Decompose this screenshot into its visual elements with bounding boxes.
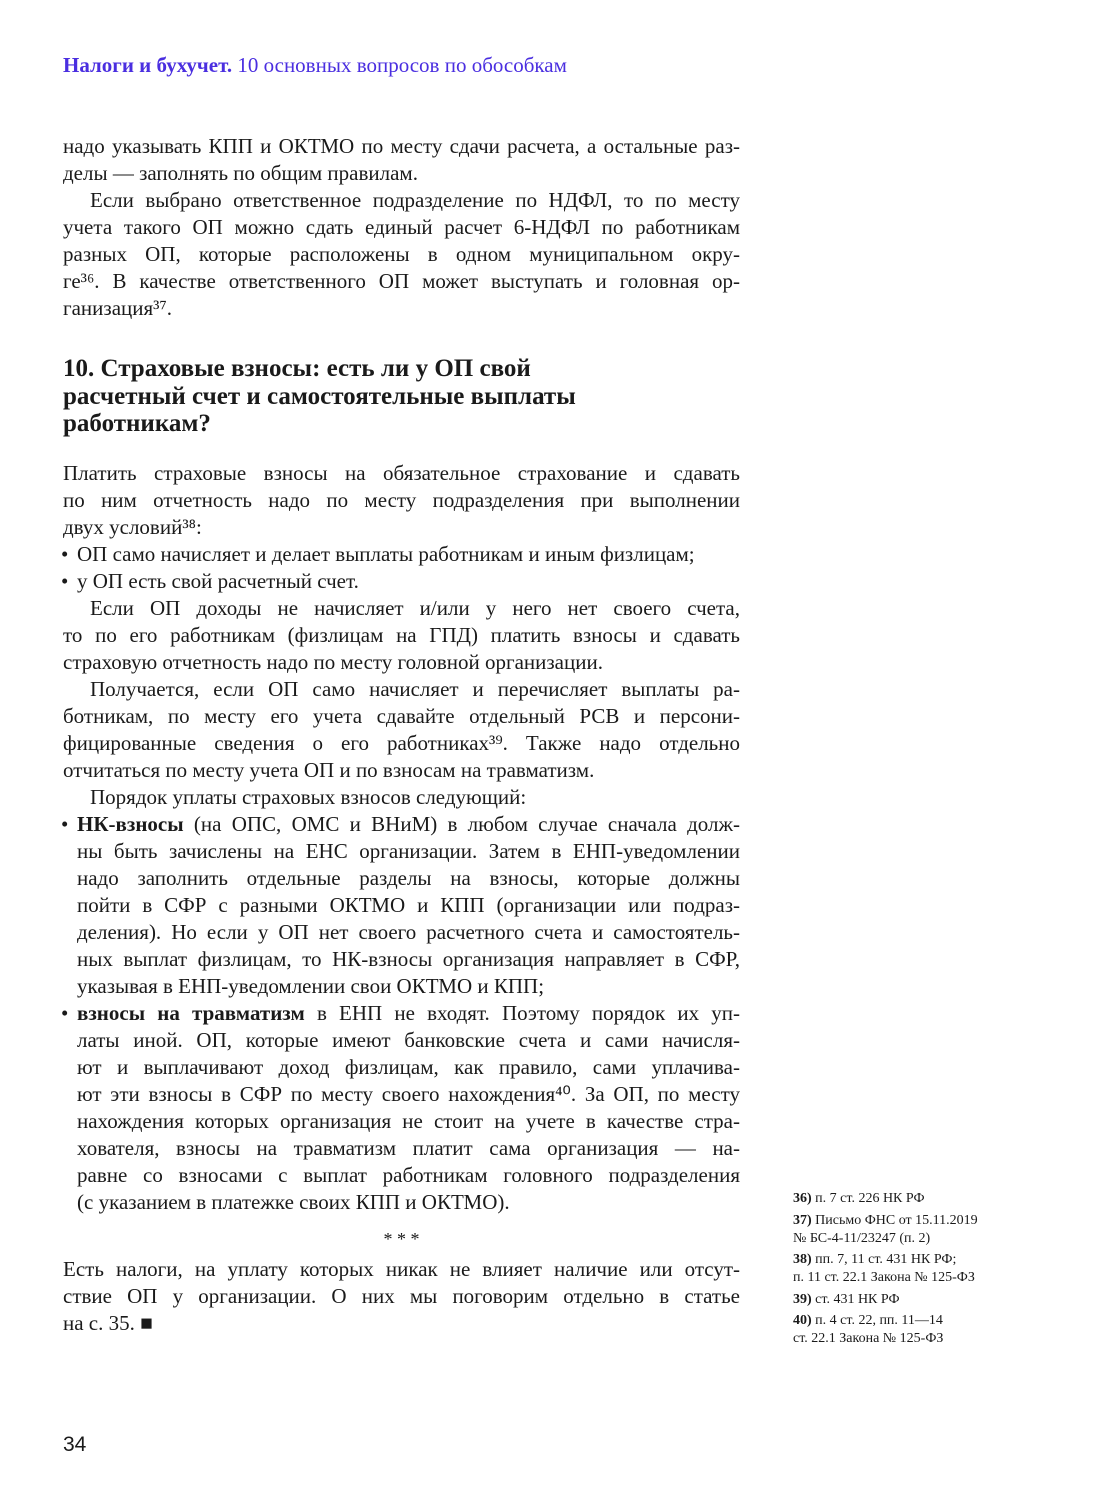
line-text: хователя, взносы на травматизм платит сама организация — на- [77, 1135, 740, 1160]
header-section: Налоги и бухучет. [63, 53, 233, 77]
footnote-text: Письмо ФНС от 15.11.2019 [815, 1212, 978, 1228]
paragraph [63, 676, 740, 784]
text-line [63, 1256, 740, 1283]
text-line [63, 355, 740, 383]
text-line [63, 676, 740, 703]
line-text: (на ОПС, ОМС и ВНиМ) в любом случае сначала долж- [183, 811, 740, 836]
bullet-icon: • [61, 541, 69, 566]
text-line [77, 892, 740, 919]
line-text: нахождения которых организация не стоит на учете в качестве стра- [77, 1108, 740, 1133]
text-line [63, 268, 740, 295]
bullet-item [63, 541, 740, 568]
footnote-text: ст. 431 НК РФ [815, 1291, 900, 1307]
text-line [63, 160, 740, 187]
page-number: 34 [63, 1433, 87, 1456]
text-line [63, 595, 740, 622]
text-line [63, 1310, 740, 1337]
footnote-line [793, 1230, 1023, 1248]
text-line [77, 919, 740, 946]
line-text: ют и выплачивают доход физлицам, как правило, сами уплачива- [77, 1054, 740, 1079]
footnote-line [793, 1212, 1023, 1230]
line-text: деления). Но если у ОП нет своего расчетного счета и самостоятель- [77, 919, 740, 944]
line-text: надо заполнить отдельные разделы на взносы, которые должны [77, 865, 740, 890]
line-text: ге³⁶. В качестве ответственного ОП может выступать и головная ор- [63, 269, 740, 293]
text-line [77, 946, 740, 973]
line-text: Есть налоги, на уплату которых никак не влияет наличие или отсут- [63, 1256, 740, 1281]
text-line [77, 811, 740, 838]
line-text: Платить страховые взносы на обязательное страхование и сдавать [63, 460, 740, 485]
text-line [63, 487, 740, 514]
bullet-item [63, 568, 740, 595]
line-text: ганизация³⁷. [63, 296, 173, 320]
footnote-number: 37) [793, 1212, 812, 1228]
footnote-text: п. 4 ст. 22, пп. 11—14 [815, 1313, 943, 1328]
line-text: ствие ОП у организации. О них мы поговорим отдельно в статье [63, 1283, 740, 1308]
footnote [793, 1190, 1023, 1208]
line-text: ны быть зачислены на ЕНС организации. Затем в ЕНП-уведомлении [77, 838, 740, 863]
bullet-item [63, 811, 740, 1000]
line-text: то по его работникам (физлицам на ГПД) платить взносы и сдавать [63, 622, 740, 647]
line-text: латы иной. ОП, которые имеют банковские счета и сами начисля- [77, 1027, 740, 1052]
line-text: страховую отчетность надо по месту головной организации. [63, 649, 603, 674]
bold-term: НК-взносы [77, 811, 184, 836]
text-line [63, 133, 740, 160]
footnote-text: пп. 7, 11 ст. 431 НК РФ; [815, 1252, 957, 1267]
line-text: Если выбрано ответственное подразделение по НДФЛ, то по месту [90, 188, 740, 212]
footnote-line [793, 1312, 1023, 1330]
text-line [77, 568, 740, 595]
line-text: делы — заполнять по общим правилам. [63, 161, 418, 185]
paragraph [63, 595, 740, 676]
text-line [63, 1283, 740, 1310]
paragraph [63, 133, 740, 187]
footnote [793, 1312, 1023, 1348]
footnote-text: ст. 22.1 Закона № 125-ФЗ [793, 1331, 944, 1346]
text-line [77, 838, 740, 865]
line-text: отчитаться по месту учета ОП и по взносам на травматизм. [63, 757, 595, 782]
paragraph [63, 1256, 740, 1337]
line-text: ных выплат физлицам, то НК-взносы организация направляет в СФР, [77, 946, 740, 971]
line-text: * * * [383, 1228, 420, 1249]
line-text: у ОП есть свой расчетный счет. [77, 568, 359, 593]
paragraph [63, 460, 740, 541]
text-line [63, 187, 740, 214]
text-line [63, 784, 740, 811]
text-line [77, 541, 740, 568]
text-line [63, 622, 740, 649]
line-text: 10. Страховые взносы: есть ли у ОП свой [63, 355, 531, 382]
running-header [63, 53, 567, 78]
text-line [63, 214, 740, 241]
bullet-icon: • [61, 1000, 69, 1025]
text-line [63, 757, 740, 784]
footnotes [793, 1190, 1023, 1352]
line-text: ОП само начисляет и делает выплаты работникам и иным физлицам; [77, 541, 695, 566]
text-line [77, 1000, 740, 1027]
footnote-line [793, 1330, 1023, 1348]
text-line [63, 383, 740, 411]
footnote [793, 1251, 1023, 1287]
text-line [63, 460, 740, 487]
text-line [77, 1162, 740, 1189]
line-text: на с. 35. ■ [63, 1310, 153, 1335]
text-line [77, 1135, 740, 1162]
footnote-text: № БС-4-11/23247 (п. 2) [793, 1230, 931, 1246]
text-line [63, 1226, 740, 1253]
text-line [63, 514, 740, 541]
line-text: Получается, если ОП само начисляет и перечисляет выплаты ра- [90, 676, 740, 701]
line-text: Порядок уплаты страховых взносов следующий: [90, 784, 527, 809]
header-title: 10 основных вопросов по обособкам [237, 53, 567, 77]
text-line [63, 649, 740, 676]
paragraph [63, 187, 740, 322]
footnote-line [793, 1291, 1023, 1309]
text-line [77, 1108, 740, 1135]
paragraph [63, 784, 740, 811]
bold-term: взносы на травматизм [77, 1000, 305, 1025]
line-text: (с указанием в платежке своих КПП и ОКТМО). [77, 1189, 510, 1214]
text-line [77, 1054, 740, 1081]
section-divider [63, 1226, 740, 1253]
line-text: в ЕНП не входят. Поэтому порядок их уп- [304, 1000, 740, 1025]
bullet-item [63, 1000, 740, 1216]
footnote-number: 38) [793, 1252, 812, 1267]
text-line [63, 410, 740, 438]
line-text: указывая в ЕНП-уведомлении свои ОКТМО и КПП; [77, 973, 545, 998]
footnote [793, 1291, 1023, 1309]
footnote-number: 40) [793, 1313, 812, 1328]
bullet-icon: • [61, 811, 69, 836]
line-text: пойти в СФР с разными ОКТМО и КПП (организации или подраз- [77, 892, 740, 917]
line-text: по ним отчетность надо по месту подразделения при выполнении [63, 487, 740, 512]
line-text: Если ОП доходы не начисляет и/или у него нет своего счета, [90, 595, 740, 620]
footnote [793, 1212, 1023, 1248]
text-line [77, 1189, 740, 1216]
footnote-text: п. 11 ст. 22.1 Закона № 125-ФЗ [793, 1270, 975, 1285]
section-heading [63, 355, 740, 438]
text-line [63, 295, 740, 322]
line-text: ботникам, по месту его учета сдавайте отдельный РСВ и персони- [63, 703, 740, 728]
text-line [63, 703, 740, 730]
footnote-number: 36) [793, 1191, 812, 1206]
text-line [77, 973, 740, 1000]
text-line [77, 865, 740, 892]
footnote-line [793, 1251, 1023, 1269]
text-line [77, 1027, 740, 1054]
line-text: равне со взносами с выплат работникам головного подразделения [77, 1162, 740, 1187]
line-text: разных ОП, которые расположены в одном муниципальном окру- [63, 242, 740, 266]
footnote-number: 39) [793, 1291, 812, 1307]
text-line [63, 241, 740, 268]
footnote-text: п. 7 ст. 226 НК РФ [815, 1191, 925, 1206]
line-text: надо указывать КПП и ОКТМО по месту сдачи расчета, а остальные раз- [63, 134, 740, 158]
footnote-line [793, 1269, 1023, 1287]
line-text: учета такого ОП можно сдать единый расчет 6-НДФЛ по работникам [63, 215, 740, 239]
text-line [77, 1081, 740, 1108]
line-text: работникам? [63, 410, 211, 437]
text-line [63, 730, 740, 757]
line-text: расчетный счет и самостоятельные выплаты [63, 382, 576, 410]
line-text: двух условий³⁸: [63, 514, 202, 539]
footnote-line [793, 1190, 1023, 1208]
bullet-icon: • [61, 568, 69, 593]
article-body [63, 133, 740, 1337]
line-text: фицированные сведения о его работниках³⁹. Также надо отдельно [63, 730, 740, 755]
line-text: ют эти взносы в СФР по месту своего нахождения⁴⁰. За ОП, по месту [77, 1081, 740, 1106]
